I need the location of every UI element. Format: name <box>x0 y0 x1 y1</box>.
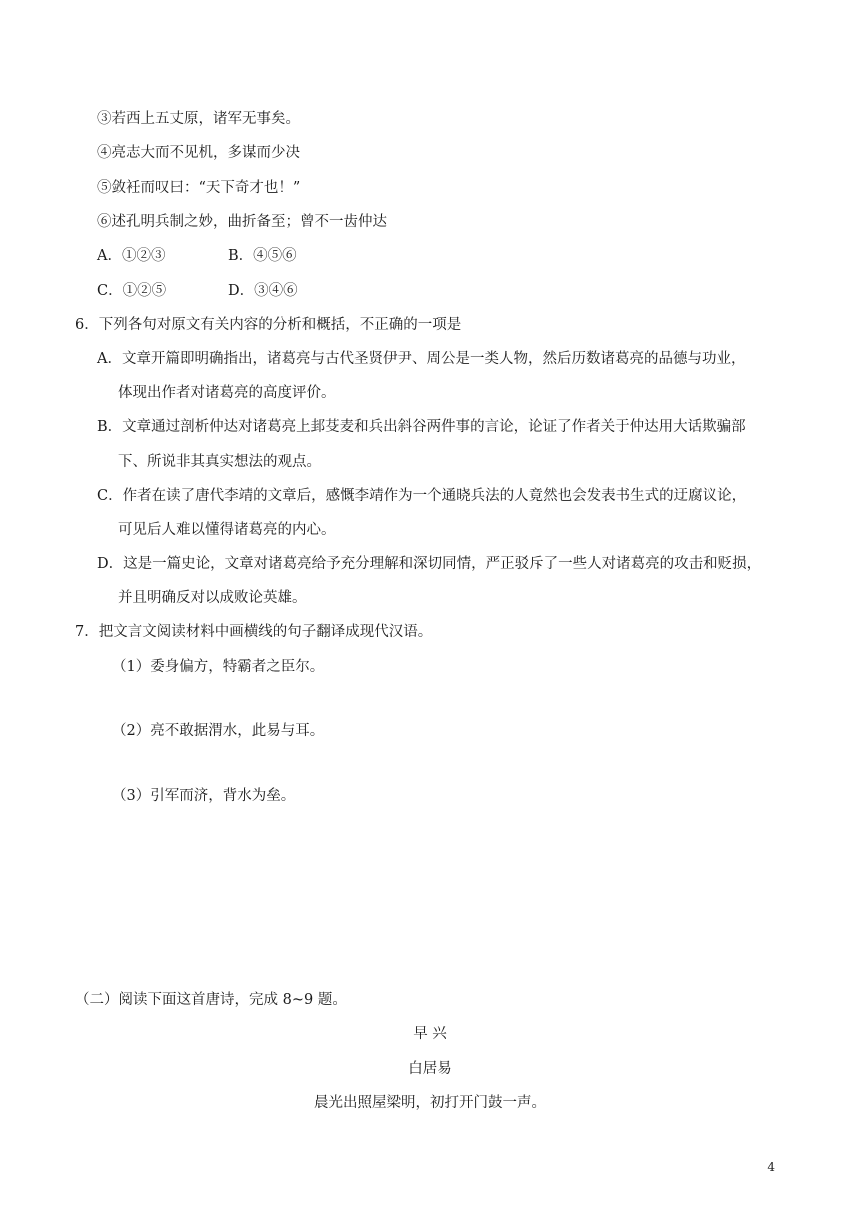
q5-option-d: D．③④⑥ <box>228 283 298 299</box>
q5-option-a: A．①②③ <box>97 248 166 264</box>
q7-sentence-1: （1）委身偏方，特霸者之臣尔。 <box>112 659 325 675</box>
poem-author: 白居易 <box>408 1061 452 1077</box>
q6-option-b-line2: 下、所说非其真实想法的观点。 <box>118 454 321 470</box>
page-number: 4 <box>767 1160 775 1174</box>
q6-option-a-line2: 体现出作者对诸葛亮的高度评价。 <box>118 385 336 401</box>
q7-sentence-2: （2）亮不敢据渭水，此易与耳。 <box>112 723 325 739</box>
q6-option-c-line1: C．作者在读了唐代李靖的文章后，感慨李靖作为一个通晓兵法的人竟然也会发表书生式的迂腐议论， <box>97 488 747 504</box>
q5-item-5: ⑤敛衽而叹曰：“天下奇才也！” <box>97 180 301 196</box>
q5-item-6: ⑥述孔明兵制之妙，曲折备至；曾不一齿仲达 <box>97 214 387 230</box>
q6-option-d-line2: 并且明确反对以成败论英雄。 <box>118 590 307 606</box>
q6-option-c-line2: 可见后人难以懂得诸葛亮的内心。 <box>118 522 336 538</box>
q5-option-b: B．④⑤⑥ <box>228 248 297 264</box>
q6-stem: 6．下列各句对原文有关内容的分析和概括，不正确的一项是 <box>75 317 462 333</box>
q5-item-4: ④亮志大而不见机，多谋而少决 <box>97 145 300 161</box>
poem-title: 早 兴 <box>413 1026 447 1042</box>
part2-intro: （二）阅读下面这首唐诗，完成 8~9 题。 <box>75 992 347 1008</box>
q6-option-b-line1: B．文章通过剖析仲达对诸葛亮上邽芟麦和兵出斜谷两件事的言论，论证了作者关于仲达用大话欺骗部 <box>97 419 746 435</box>
q7-stem: 7．把文言文阅读材料中画横线的句子翻译成现代汉语。 <box>75 624 433 640</box>
poem-line-1: 晨光出照屋梁明，初打开门鼓一声。 <box>314 1095 546 1111</box>
q7-sentence-3: （3）引军而济，背水为垒。 <box>112 788 296 804</box>
q6-option-d-line1: D．这是一篇史论，文章对诸葛亮给予充分理解和深切同情，严正驳斥了一些人对诸葛亮的攻击和贬损， <box>97 556 762 572</box>
q6-option-a-line1: A．文章开篇即明确指出，诸葛亮与古代圣贤伊尹、周公是一类人物，然后历数诸葛亮的品德与功业， <box>97 351 746 367</box>
q5-item-3: ③若西上五丈原，诸军无事矣。 <box>97 111 300 127</box>
q5-option-c: C．①②⑤ <box>97 283 167 299</box>
